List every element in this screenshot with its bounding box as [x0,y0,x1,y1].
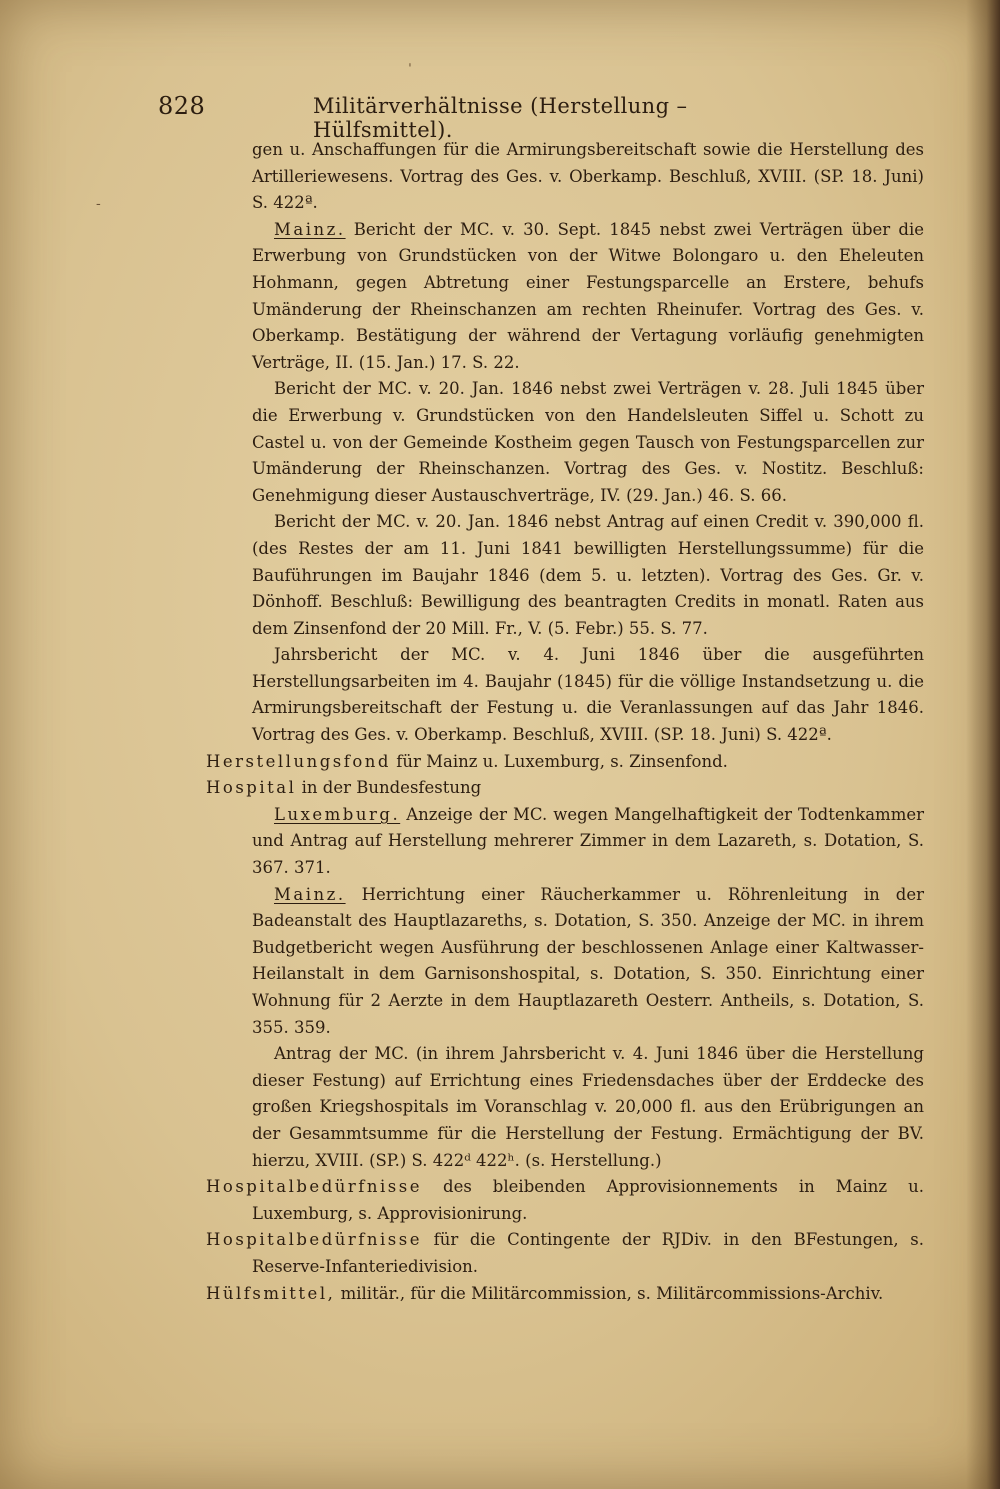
entry-headword: Hospitalbedürfnisse [206,1230,422,1250]
index-body [206,137,924,1307]
place-name: Mainz. [274,219,346,239]
entry-text: Jahrsbericht der MC. v. 4. Juni 1846 über die ausgeführten Herstellungsarbeiten im 4. Baujahr (1845) für die völlige Instandsetzung u. die Armirungsbereitschaft der Festung u. die Veranlassungen auf das Jahr 1846. Vortrag des Ges. v. Oberkamp. Beschluß, XVIII. (SP. 18. Juni) S. 422ª. [252,645,924,745]
subentry-luxemburg [252,802,924,882]
subentry-bericht-vertraege [252,376,924,509]
place-name: Mainz. [274,884,346,904]
entry-text: für Mainz u. Luxemburg, s. Zinsenfond. [396,751,728,771]
print-speck: ˈ [408,62,412,78]
entry-text: Anzeige der MC. wegen Mangelhaftigkeit der Todtenkammer und Antrag auf Herstellung mehrerer Zimmer in dem Lazareth, s. Dotation, S. 367. 371. [252,804,924,878]
page-header [158,92,778,142]
entry-text: in der Bundesfestung [301,778,482,798]
index-entry-hospitalbeduerfnisse-1 [206,1174,924,1227]
entry-text: für die Contingente der RJDiv. in den BFestungen, s. Reserve-Infanteriedivision. [252,1230,924,1276]
entry-text: Herrichtung einer Räucherkammer u. Röhrenleitung in der Badeanstalt des Hauptlazareths, s. Dotation, S. 350. Anzeige der MC. in ihrem Budgetbericht wegen Ausführung der beschlossenen Anlage einer Kaltwasser-Heilanstalt in dem Garnisonshospital, s. Dotation, S. 350. Einrichtung einer Wohnung für 2 Aerzte in dem Hauptlazareth Oesterr. Antheils, s. Dotation, S. 355. 359. [252,884,924,1037]
entry-headword: Hospitalbedürfnisse [206,1177,422,1197]
index-entry-hospitalbeduerfnisse-2 [206,1227,924,1280]
subentry-antrag-friedensdach [252,1041,924,1174]
continuation-entry [252,137,924,217]
index-entry-herstellungsfond [206,749,924,776]
subentry-jahresbericht [252,642,924,748]
subentry-mainz-hospital [252,882,924,1042]
page-number: 828 [158,92,206,120]
entry-headword: Hülfsmittel, [206,1283,336,1303]
entry-text: Bericht der MC. v. 20. Jan. 1846 nebst zwei Verträgen v. 28. Juli 1845 über die Erwerbung v. Grundstücken von den Handelsleuten Siffel u. Schott zu Castel u. von der Gemeinde Kostheim gegen Tausch von Festungsparcellen zur Umänderung der Rheinschanzen. Vortrag des Ges. v. Nostitz. Beschluß: Genehmigung dieser Austauschverträge, IV. (29. Jan.) 46. S. 66. [252,379,924,505]
subentry-mainz-1845 [252,217,924,377]
entry-headword: Herstellungsfond [206,751,391,771]
entry-text: gen u. Anschaffungen für die Armirungsbereitschaft sowie die Herstellung des Artilleriewesens. Vortrag des Ges. v. Oberkamp. Beschluß, XVIII. (SP. 18. Juni) S. 422ª. [252,140,924,213]
entry-text: militär., für die Militärcommission, s. Militärcommissions-Archiv. [340,1283,884,1303]
place-name: Luxemburg. [274,804,401,824]
running-head: Militärverhältnisse (Herstellung – Hülfsmittel). [313,94,688,142]
margin-dash: - [96,196,101,212]
entry-text: Antrag der MC. (in ihrem Jahrsbericht v. 4. Juni 1846 über die Herstellung dieser Festung) auf Errichtung eines Friedensdaches über der Erddecke des großen Kriegshospitals im Voranschlag v. 20,000 fl. aus den Erübrigungen an der Gesammtsumme für die Herstellung der Festung. Ermächtigung der BV. hierzu, XVIII. (SP.) S. 422ᵈ 422ʰ. (s. Herstellung.) [252,1044,924,1170]
entry-text: Bericht der MC. v. 20. Jan. 1846 nebst Antrag auf einen Credit v. 390,000 fl. (des Restes der am 11. Juni 1841 bewilligten Herstellungssumme) für die Bauführungen im Baujahr 1846 (dem 5. u. letzten). Vortrag des Ges. Gr. v. Dönhoff. Beschluß: Bewilligung des beantragten Credits in monatl. Raten aus dem Zinsenfond der 20 Mill. Fr., V. (5. Febr.) 55. S. 77. [252,512,924,638]
index-entry-huelfsmittel [206,1281,924,1308]
entry-text: des bleibenden Approvisionnements in Mainz u. Luxemburg, s. Approvisionirung. [252,1177,924,1223]
entry-text: Bericht der MC. v. 30. Sept. 1845 nebst zwei Verträgen über die Erwerbung von Grundstücken von der Witwe Bolongaro u. den Eheleuten Hohmann, gegen Abtretung einer Festungsparcelle an Erstere, behufs Umänderung der Rheinschanzen am rechten Rheinufer. Vortrag des Ges. v. Oberkamp. Bestätigung der während der Vertagung vorläufig genehmigten Verträge, II. (15. Jan.) 17. S. 22. [252,219,924,372]
index-entry-hospital [206,775,924,802]
entry-headword: Hospital [206,778,297,798]
subentry-bericht-credit [252,509,924,642]
